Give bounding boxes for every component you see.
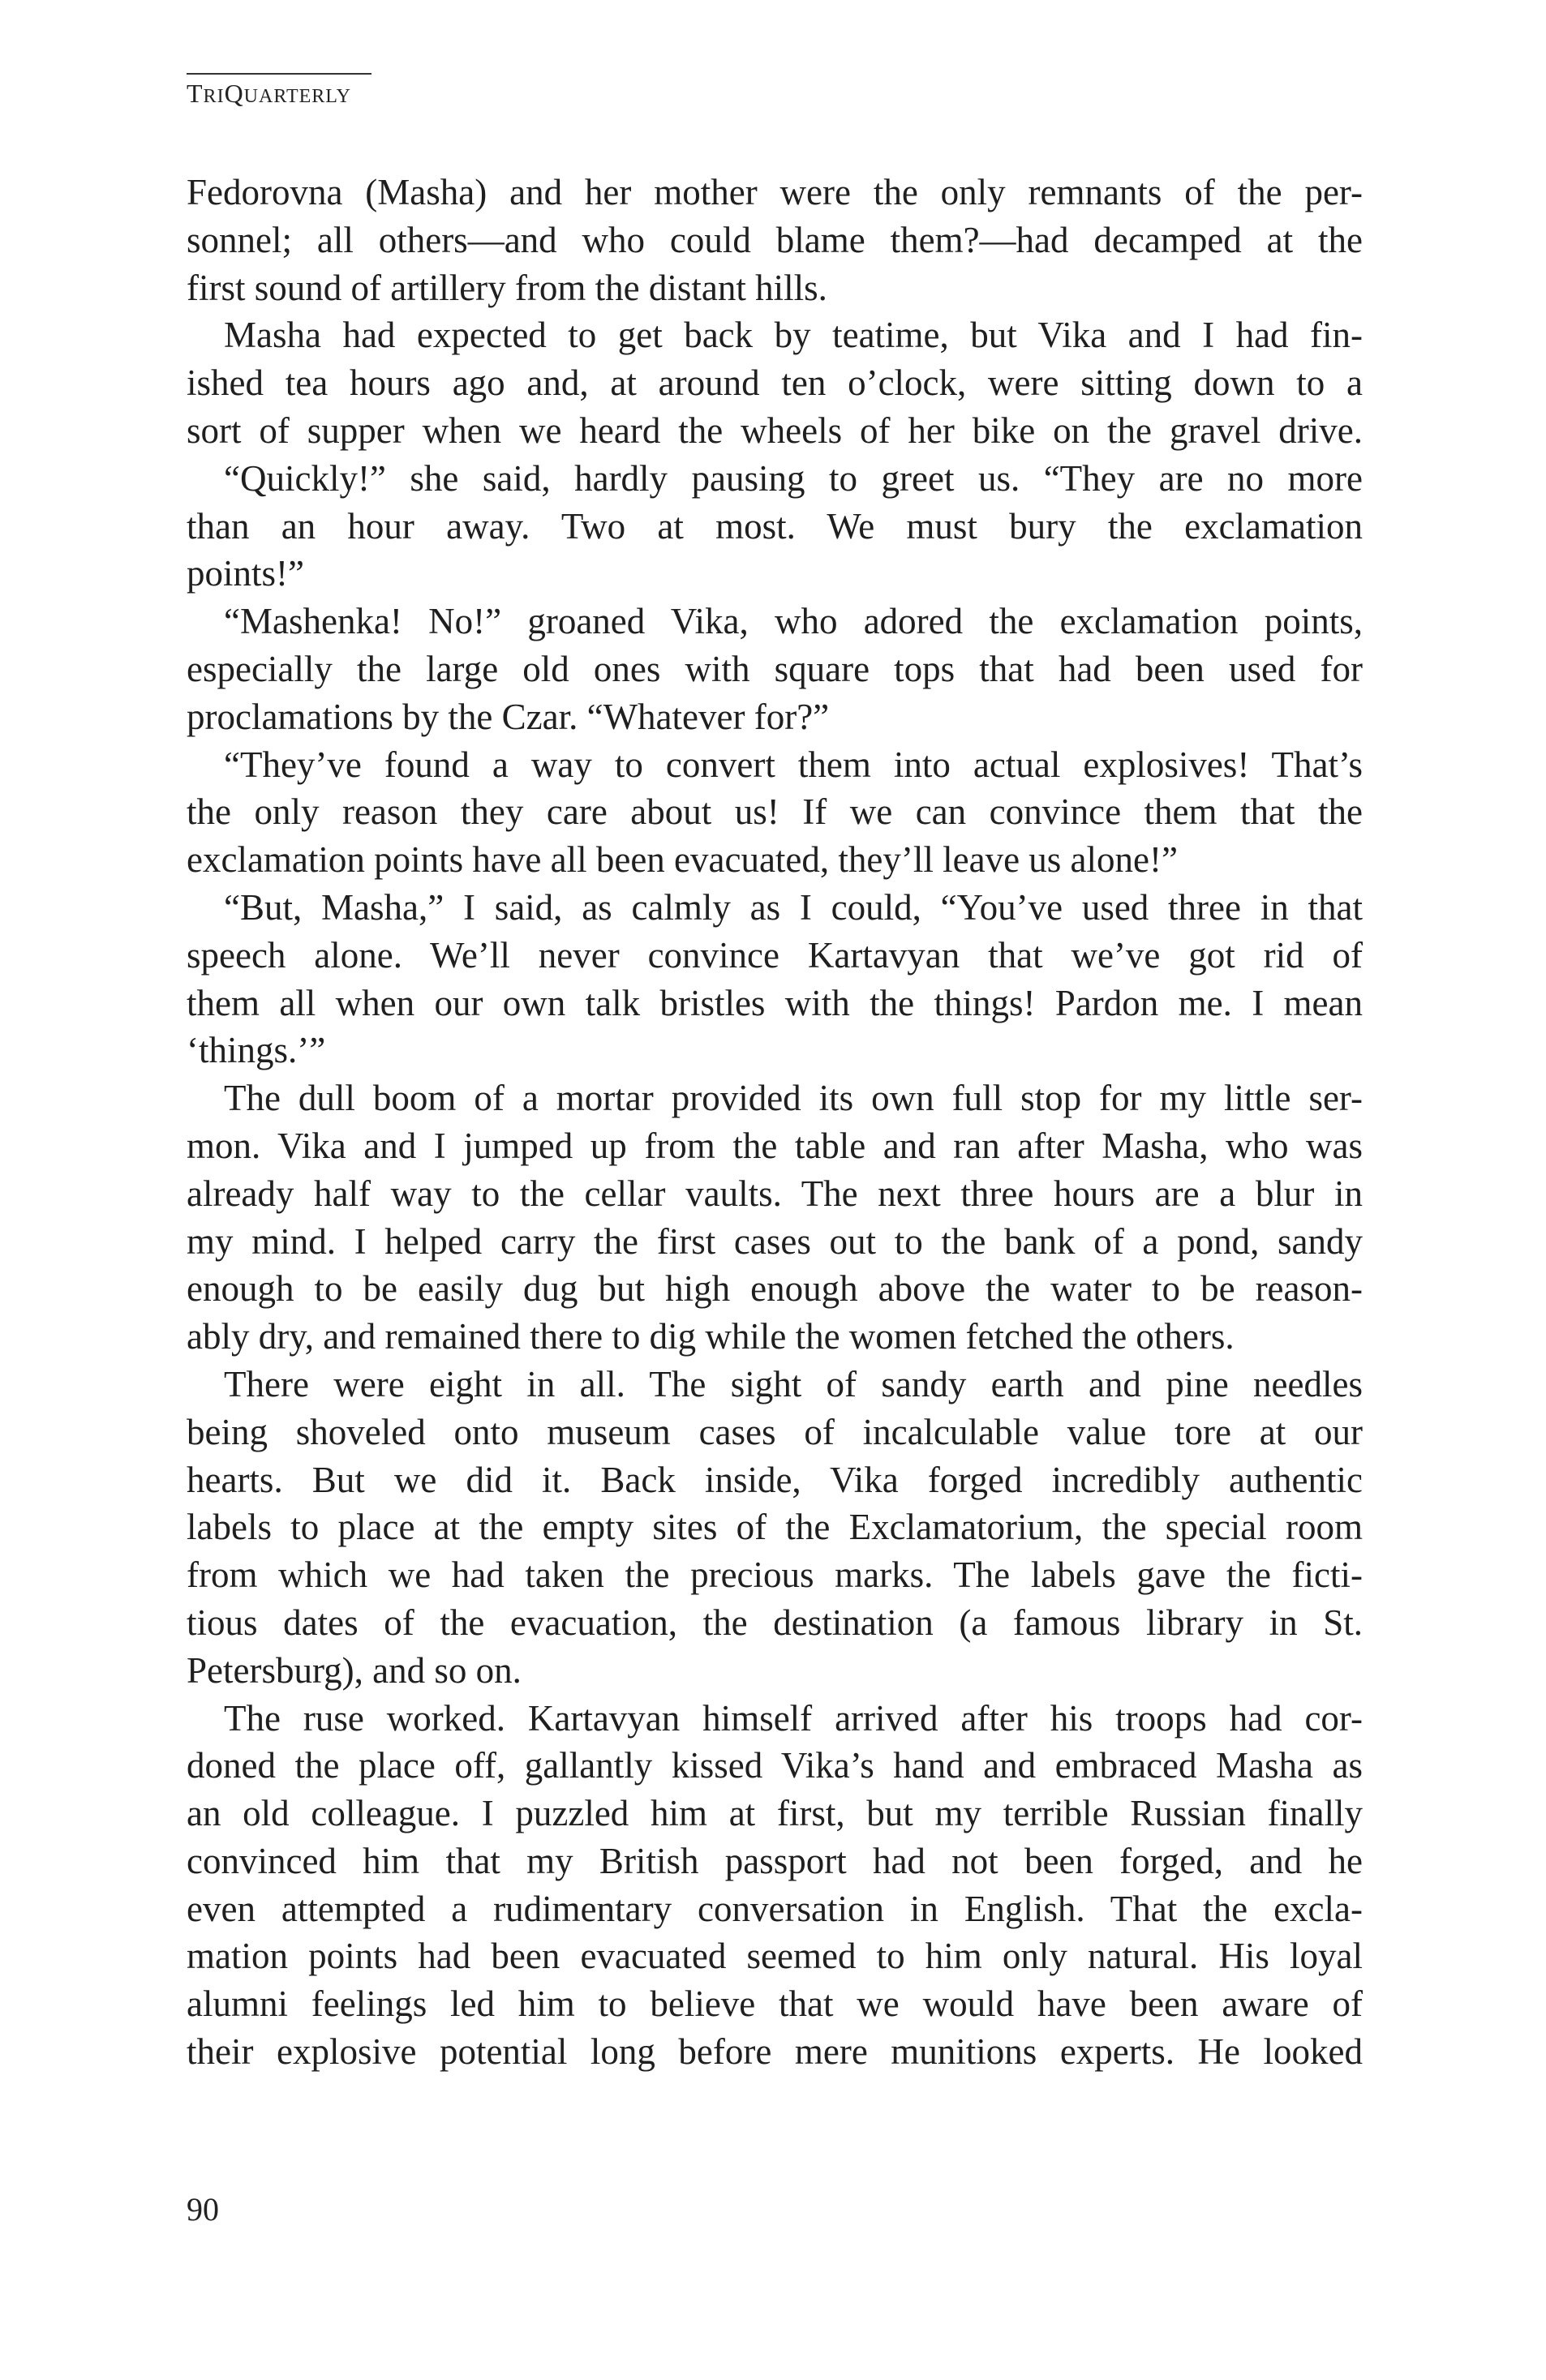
text-line: from which we had taken the precious marks. The labels gave the ficti- bbox=[187, 1555, 1363, 1596]
text-line: ished tea hours ago and, at around ten o’clock, were sitting down to a bbox=[187, 362, 1363, 404]
text-line: Petersburg), and so on. bbox=[187, 1649, 522, 1691]
text-line: being shoveled onto museum cases of incalculable value tore at our bbox=[187, 1411, 1363, 1452]
text-line: ably dry, and remained there to dig while the women fetched the others. bbox=[187, 1316, 1235, 1357]
text-line: especially the large old ones with square tops that had been used for bbox=[187, 648, 1363, 689]
text-line: There were eight in all. The sight of sandy earth and pine needles bbox=[224, 1363, 1363, 1404]
text-line: “But, Masha,” I said, as calmly as I could, “You’ve used three in that bbox=[224, 886, 1363, 928]
text-line: “Mashenka! No!” groaned Vika, who adored the exclamation points, bbox=[224, 601, 1363, 642]
text-line: their explosive potential long before mere munitions experts. He looked bbox=[187, 2031, 1363, 2073]
text-line: “Quickly!” she said, hardly pausing to greet us. “They are no more bbox=[224, 457, 1363, 499]
text-line: points!” bbox=[187, 553, 304, 594]
text-line: The dull boom of a mortar provided its own full stop for my little ser- bbox=[224, 1078, 1363, 1119]
text-line: the only reason they care about us! If we can convince them that the bbox=[187, 791, 1363, 833]
text-line: mon. Vika and I jumped up from the table and ran after Masha, who was bbox=[187, 1125, 1363, 1166]
text-line: alumni feelings led him to believe that we would have been aware of bbox=[187, 1983, 1363, 2025]
running-head: TRIQUARTERLY bbox=[187, 79, 351, 108]
text-line: already half way to the cellar vaults. The next three hours are a blur in bbox=[187, 1173, 1363, 1214]
text-line: proclamations by the Czar. “Whatever for?” bbox=[187, 696, 830, 737]
text-line: mation points had been evacuated seemed to him only natural. His loyal bbox=[187, 1936, 1363, 1977]
text-line: my mind. I helped carry the first cases out to the bank of a pond, sandy bbox=[187, 1220, 1363, 1262]
text-line: tious dates of the evacuation, the destination (a famous library in St. bbox=[187, 1602, 1363, 1643]
text-line: even attempted a rudimentary conversation in English. That the excla- bbox=[187, 1888, 1363, 1929]
text-line: ‘things.’” bbox=[187, 1030, 326, 1071]
text-line: exclamation points have all been evacuated, they’ll leave us alone!” bbox=[187, 839, 1178, 881]
text-line: them all when our own talk bristles with the things! Pardon me. I mean bbox=[187, 982, 1363, 1023]
text-line: sort of supper when we heard the wheels of her bike on the gravel drive. bbox=[187, 410, 1363, 451]
text-line: Fedorovna (Masha) and her mother were the only remnants of the per- bbox=[187, 172, 1363, 212]
body-text bbox=[187, 169, 1363, 2076]
text-line: The ruse worked. Kartavyan himself arrived after his troops had cor- bbox=[224, 1697, 1363, 1739]
text-line: Masha had expected to get back by teatime, but Vika and I had fin- bbox=[224, 315, 1363, 356]
text-line: an old colleague. I puzzled him at first, but my terrible Russian finally bbox=[187, 1793, 1363, 1834]
text-line: than an hour away. Two at most. We must bury the exclamation bbox=[187, 505, 1363, 547]
text-line: sonnel; all others—and who could blame them?—had decamped at the bbox=[187, 219, 1363, 260]
text-line: first sound of artillery from the distant hills. bbox=[187, 267, 827, 308]
page-number: 90 bbox=[187, 2191, 219, 2228]
running-head-rule bbox=[187, 73, 371, 75]
text-line: “They’ve found a way to convert them into actual explosives! That’s bbox=[224, 744, 1363, 785]
text-line: doned the place off, gallantly kissed Vika’s hand and embraced Masha as bbox=[187, 1745, 1363, 1786]
text-line: labels to place at the empty sites of the Exclamatorium, the special room bbox=[187, 1507, 1363, 1548]
text-line: hearts. But we did it. Back inside, Vika forged incredibly authentic bbox=[187, 1459, 1363, 1500]
text-line: convinced him that my British passport had not been forged, and he bbox=[187, 1840, 1363, 1881]
text-line: speech alone. We’ll never convince Kartavyan that we’ve got rid of bbox=[187, 934, 1363, 976]
text-line: enough to be easily dug but high enough above the water to be reason- bbox=[187, 1268, 1363, 1310]
